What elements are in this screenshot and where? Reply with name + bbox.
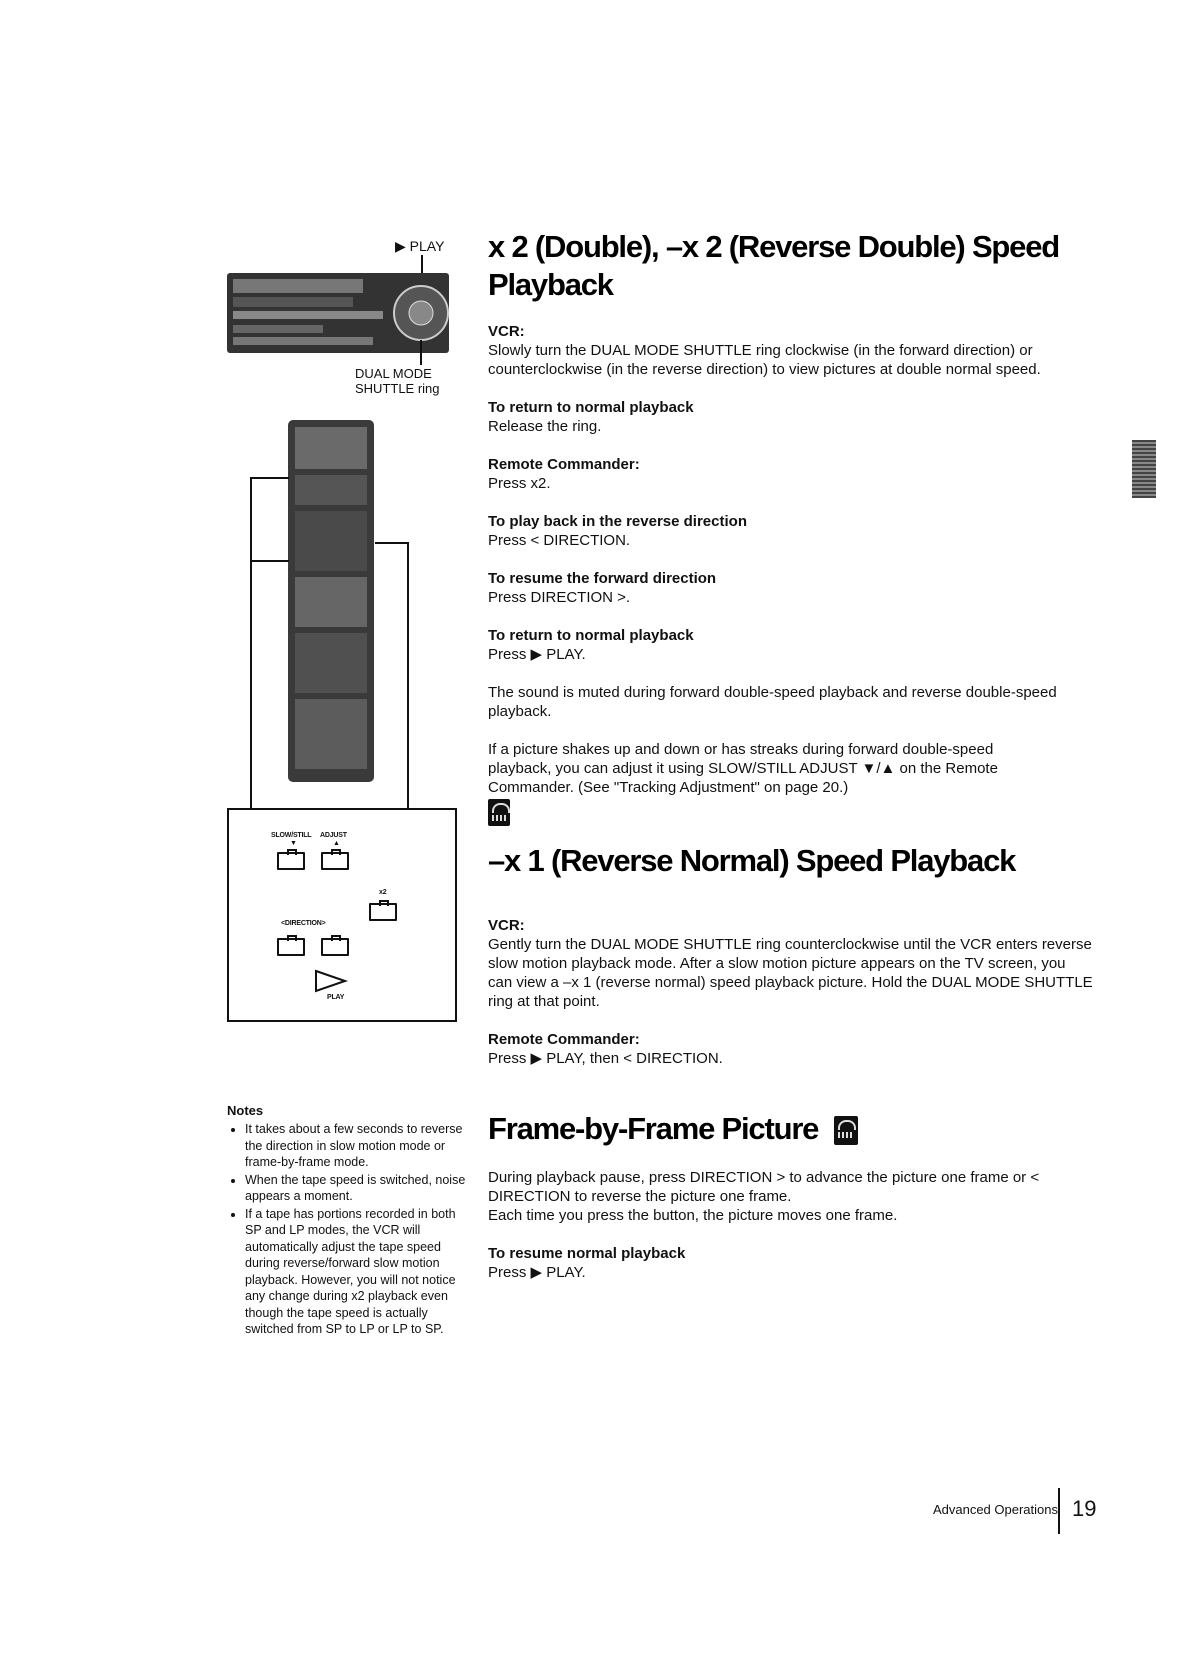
remote-tv-icon [488,799,510,826]
adjust-button[interactable] [321,852,349,870]
notes [227,1102,467,1339]
section-reverse-normal [488,842,1093,1068]
sound-note: The sound is muted during forward double-speed playback and reverse double-speed playback. [488,684,1057,720]
play-label: ▶ PLAY [395,238,445,254]
reverse-label: To play back in the reverse direction [488,513,747,530]
section-title: Frame-by-Frame Picture [488,1110,1093,1148]
resume-label: To resume normal playback [488,1245,686,1262]
slowstill-caption: SLOW/STILL [271,832,312,839]
shake-note-row [488,740,1093,824]
section-title: x 2 (Double), –x 2 (Reverse Double) Speed Playback [488,229,1059,302]
shuttle-label-line1: DUAL MODE [355,366,432,381]
play-caption: PLAY [327,994,345,1001]
shake-note: If a picture shakes up and down or has streaks during forward double-speed playback, you can adjust it using SLOW/STILL ADJUST ▼/▲ on the Remote Commander. (See "Tracking Adjustment" on page 20.) [488,741,998,796]
slowstill-button[interactable] [277,852,305,870]
remote-text: Press x2. [488,475,551,492]
reverse-direction-button[interactable] [277,938,305,956]
section-double-speed [488,228,1093,824]
play-button-icon[interactable] [313,968,349,994]
x2-button[interactable] [369,903,397,921]
remote-tv-icon [834,1116,858,1145]
return2-label: To return to normal playback [488,627,694,644]
footer-section-name: Advanced Operations [932,1502,1058,1517]
frame-text-2: Each time you press the button, the picture moves one frame. [488,1207,898,1224]
notes-title: Notes [227,1103,264,1118]
forward-label: To resume the forward direction [488,570,717,587]
page-number: 19 [1072,1496,1097,1521]
vcr-text: Gently turn the DUAL MODE SHUTTLE ring counterclockwise until the VCR enters reverse slow motion playback mode. After a slow motion picture appears on the TV screen, you can view a –x 1 (reverse normal) speed playback picture. Hold the DUAL MODE SHUTTLE ring at that point. [488,936,1093,1010]
list-item: • It takes about a few seconds to reverse the direction in slow motion mode or frame-by-frame mode. [245,1121,467,1171]
vcr-label: VCR: [488,917,525,934]
return-text: Release the ring. [488,418,602,435]
footer [880,1488,1140,1538]
list-item: • When the tape speed is switched, noise appears a moment. [245,1172,467,1205]
vcr-figure [225,235,455,395]
up-arrow-icon: ▲ [333,840,340,847]
remote-figure [225,415,465,1025]
vcr-label: VCR: [488,323,525,340]
shuttle-label-line2: SHUTTLE ring [355,381,440,396]
reverse-text: Press < DIRECTION. [488,532,631,549]
resume-text: Press ▶ PLAY. [488,1264,586,1281]
vcr-text: Slowly turn the DUAL MODE SHUTTLE ring clockwise (in the forward direction) or counterclockwise (in the reverse direction) to view pictures at double normal speed. [488,342,1041,378]
notes-list [227,1121,467,1338]
section-edge-tab [1132,440,1156,498]
remote-detail-box [227,808,457,1022]
down-arrow-icon: ▼ [290,840,297,847]
return-label: To return to normal playback [488,399,694,416]
remote-text: Press ▶ PLAY, then < DIRECTION. [488,1050,723,1067]
list-item: • If a tape has portions recorded in both SP and LP modes, the VCR will automatically adjust the tape speed during reverse/forward slow motion playback. However, you will not notice any change during x2 playback even though the tape speed is actually switched from SP to LP or LP to SP. [245,1206,467,1338]
x2-caption: x2 [379,889,387,896]
direction-caption: <DIRECTION> [281,920,326,927]
adjust-caption: ADJUST [320,832,347,839]
forward-direction-button[interactable] [321,938,349,956]
remote-illustration [225,415,465,815]
section-title: –x 1 (Reverse Normal) Speed Playback [488,843,1016,878]
return2-text: Press ▶ PLAY. [488,646,586,663]
footer-divider [1058,1488,1060,1534]
forward-text: Press DIRECTION >. [488,589,631,606]
remote-label: Remote Commander: [488,1031,640,1048]
frame-text-1: During playback pause, press DIRECTION > to advance the picture one frame or < DIRECTION to reverse the picture one frame. [488,1169,1040,1205]
remote-label: Remote Commander: [488,456,640,473]
section-frame-by-frame [488,1110,1093,1282]
